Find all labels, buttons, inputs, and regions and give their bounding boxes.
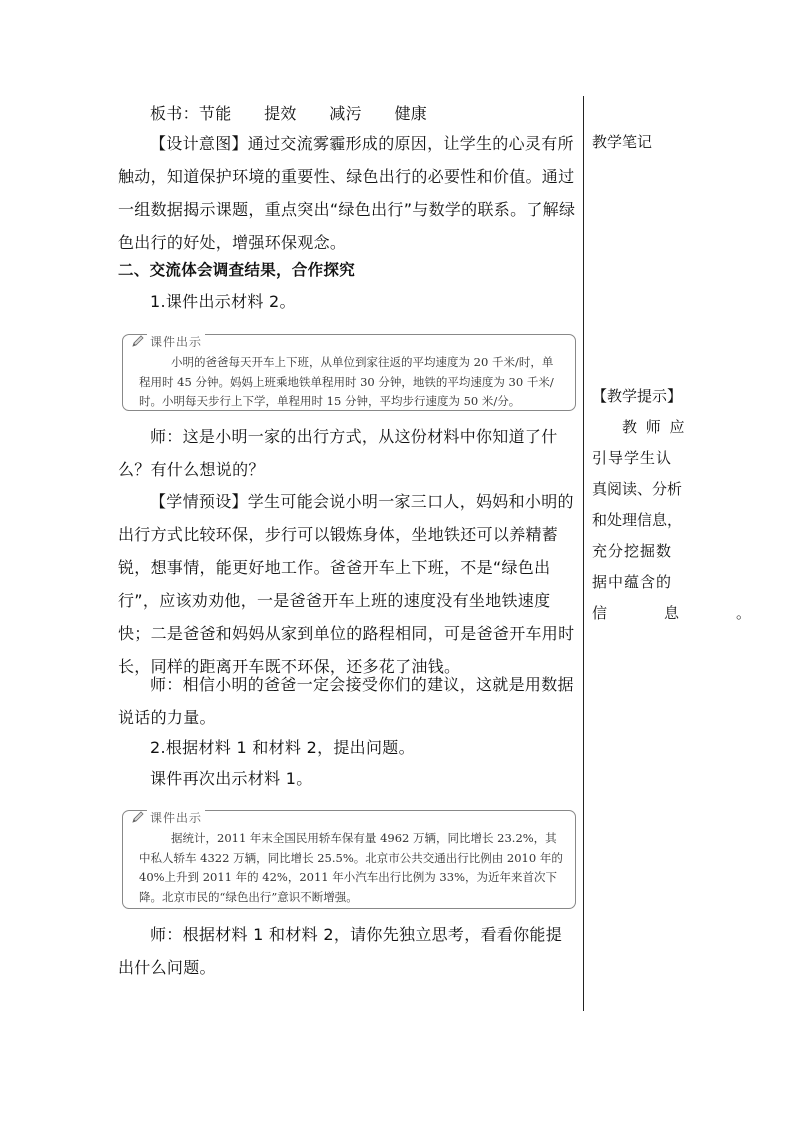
pencil-icon <box>131 810 145 824</box>
teaching-tips <box>592 381 773 629</box>
courseware-label: 课件出示 <box>147 809 205 826</box>
courseware-header <box>131 332 205 350</box>
tips-line: 充分挖掘数 <box>592 542 673 560</box>
courseware-label: 课件出示 <box>147 333 205 350</box>
teaching-notes-title: 教学笔记 <box>592 133 653 151</box>
column-divider <box>583 96 584 1011</box>
material-2-text: 小明的爸爸每天开车上下班，从单位到家往返的平均速度为 20 千米/时，单程用时 45 分钟。妈妈上班乘地铁单程用时 30 分钟，地铁的平均速度为 30 千米/时。小明每天步行上下学，单程用时 15 分钟，平均步行速度为 50 米/分。 <box>139 355 554 408</box>
teacher-remark-2: 师：相信小明的爸爸一定会接受你们的建议，这就是用数据说话的力量。 <box>118 675 574 727</box>
section-title: 二、交流体会调查结果，合作探究 <box>118 261 356 279</box>
step-1: 1.课件出示材料 2。 <box>150 292 296 311</box>
board-summary: 板书：节能 提效 减污 健康 <box>150 104 428 123</box>
tips-heading: 【教学提示】 <box>592 387 683 405</box>
teacher-remark-3: 师：根据材料 1 和材料 2，请你先独立思考，看看你能提出什么问题。 <box>118 925 563 977</box>
pencil-icon <box>131 334 145 348</box>
step-2b: 课件再次出示材料 1。 <box>150 769 313 788</box>
tips-line: 真阅读、分析 <box>592 480 683 498</box>
courseware-box-2 <box>122 810 576 909</box>
tips-line: 和处理信息， <box>592 511 683 529</box>
tips-line: 教 师 应 <box>622 418 687 436</box>
tips-line: 据中蕴含的 <box>592 573 673 591</box>
material-1-text: 据统计，2011 年末全国民用轿车保有量 4962 万辆，同比增长 23.2%，其中私人轿车 4322 万辆，同比增长 25.5%。北京市公共交通出行比例由 2010 年的 40%上升到 2011 年的 42%，2011 年小汽车出行比例为 33%，为近年来首次下降。北京市民的“绿色出行”意识不断增强。 <box>139 831 563 904</box>
tips-line: 引导学生认 <box>592 449 673 467</box>
learning-preview: 【学情预设】学生可能会说小明一家三口人，妈妈和小明的出行方式比较环保，步行可以锻炼身体，坐地铁还可以养精蓄锐，想事情，能更好地工作。爸爸开车上下班，不是“绿色出行”，应该劝劝他，一是爸爸开车上班的速度没有坐地铁速度快；二是爸爸和妈妈从家到单位的路程相同，可是爸爸开车用时长，同样的距离开车既不环保，还多花了油钱。 <box>118 492 575 676</box>
courseware-header <box>131 808 205 826</box>
courseware-box-1 <box>122 334 576 411</box>
design-intent: 【设计意图】通过交流雾霾形成的原因，让学生的心灵有所触动，知道保护环境的重要性、绿色出行的必要性和价值。通过一组数据揭示课题，重点突出“绿色出行”与数学的联系。了解绿色出行的好处，增强环保观念。 <box>118 134 576 252</box>
tips-line: 信 息 。 <box>592 604 773 622</box>
teacher-question-1: 师：这是小明一家的出行方式，从这份材料中你知道了什么？有什么想说的？ <box>118 427 558 479</box>
step-2: 2.根据材料 1 和材料 2，提出问题。 <box>150 738 415 757</box>
